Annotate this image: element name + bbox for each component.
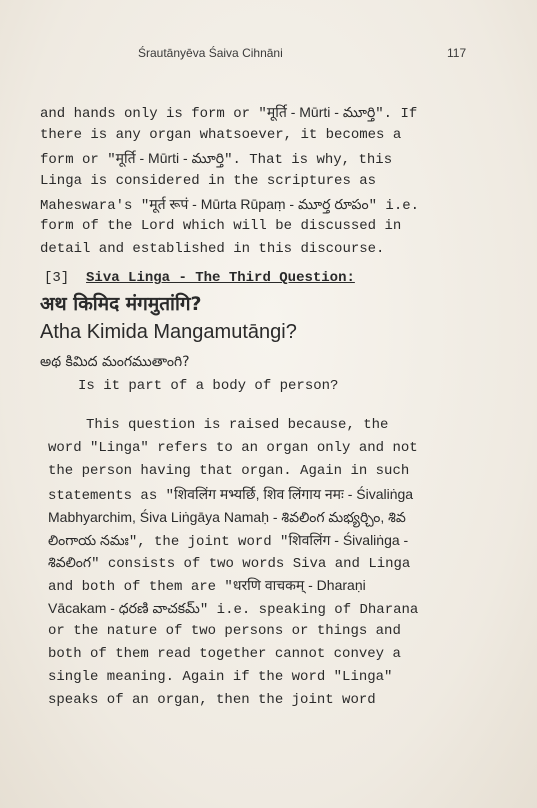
text-fragment: ", the joint word " (128, 533, 289, 550)
text-line: form of the Lord which will be discussed in (40, 218, 402, 235)
running-title: Śrautānyēva Śaiva Cihnāni (138, 46, 283, 60)
text-line (40, 147, 496, 170)
text-line (48, 597, 496, 620)
text-line: Mabhyarchim, Śiva Liṅgāya Namaḥ - శివలింగ మభ్యర్చిం, శివ (48, 508, 406, 525)
script-term: धरणि वाचकम् - Dharaṇi (232, 577, 366, 594)
text-line: This question is raised because, the (86, 417, 389, 434)
script-term: Vācakam - ధరణి వాచకమ్ (48, 600, 200, 617)
section-heading (40, 267, 496, 291)
text-fragment: " i.e. (368, 197, 420, 214)
text-fragment: and both of them are " (48, 579, 233, 596)
paragraph-2 (40, 414, 496, 712)
script-term: मूर्ति - Mūrti - మూర్తి (266, 104, 376, 120)
paragraph-1 (40, 101, 496, 261)
script-term: शिवलिंग - Śivaliṅga - (288, 531, 409, 548)
text-line: or the nature of two persons or things and (48, 623, 401, 640)
text-fragment: form or " (40, 151, 116, 168)
script-term: शिवलिंग मभ्यर्छि, शिव लिंगाय नमः - Śivaliṅga (174, 485, 414, 502)
text-fragment: ". That is why, this (224, 151, 393, 168)
text-fragment: " i.e. speaking of Dharana (199, 602, 419, 619)
text-fragment: statements as " (48, 487, 175, 504)
text-fragment: and hands only is form or " (40, 106, 267, 122)
text-line (48, 483, 496, 506)
script-term: मूर्ति - Mūrti - మూర్తి (115, 149, 225, 166)
text-line: single meaning. Again if the word "Linga" (48, 668, 393, 685)
section-number: [3] (44, 270, 70, 287)
section-title: Siva Linga - The Third Question: (86, 270, 355, 287)
text-line (40, 193, 496, 216)
page-number: 117 (447, 46, 467, 60)
text-line (48, 551, 496, 574)
text-line (40, 101, 496, 124)
question-line: Is it part of a body of person? (78, 378, 339, 395)
text-line: detail and established in this discourse. (40, 241, 385, 258)
text-line: both of them read together cannot convey a (48, 646, 401, 663)
text-line: there is any organ whatsoever, it becomes a (40, 126, 402, 143)
script-term: मूर्त रूपं - Mūrta Rūpaṃ - మూర్త రూపం (149, 195, 369, 212)
heading-telugu: అథ కిమిద మంగముతాంగి? (40, 354, 190, 371)
text-line: the person having that organ. Again in such (48, 462, 410, 479)
text-line (48, 529, 496, 552)
script-term: శివలింగ (48, 554, 92, 571)
running-head (0, 46, 537, 66)
text-fragment: Maheswara's " (40, 197, 150, 214)
script-term: లింగాయ నమః (48, 531, 129, 548)
text-fragment: ". If (375, 106, 418, 122)
heading-devanagari: अथ किमिद मंगमुतांगि? (40, 293, 202, 316)
text-line (48, 574, 496, 597)
heading-latin: Atha Kimida Mangamutāngi? (40, 321, 297, 344)
text-line: speaks of an organ, then the joint word (48, 691, 376, 708)
page-body (40, 101, 496, 712)
text-line: Linga is considered in the scriptures as (40, 172, 377, 189)
text-line: word "Linga" refers to an organ only and not (48, 440, 418, 457)
text-fragment: " consists of two words Siva and Linga (91, 556, 411, 573)
